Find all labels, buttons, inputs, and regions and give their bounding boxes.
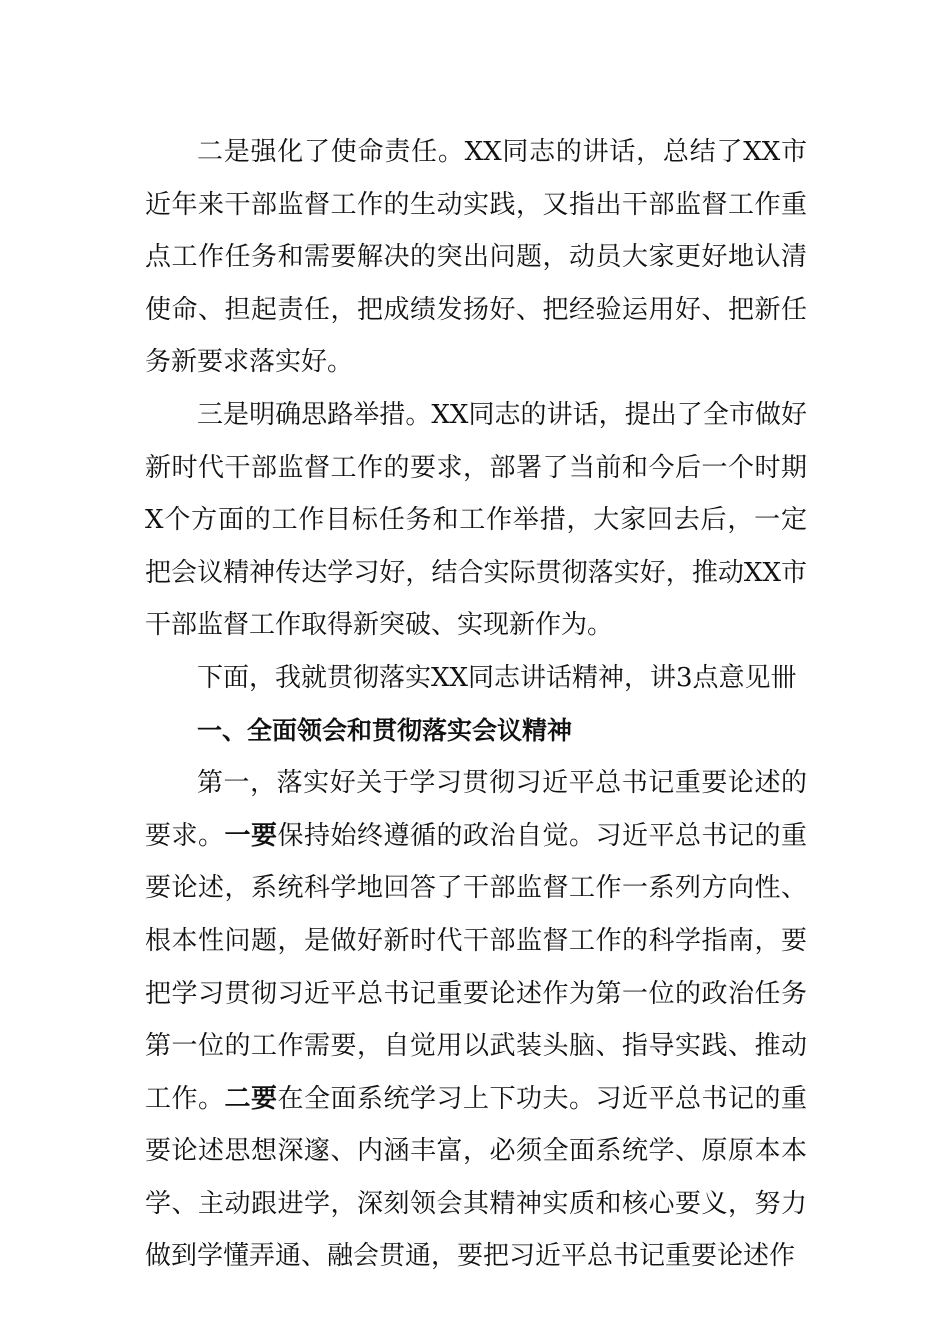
- paragraph-intro-opinions: 下面，我就贯彻落实XX同志讲话精神，讲3点意见卌: [197, 662, 797, 693]
- paragraph-mission-responsibility: 二是强化了使命责任。XX同志的讲话，总结了XX市近年来干部监督工作的生动实践，又指出干部监督工作重点工作任务和需要解决的突出问题，动员大家更好地认清使命、担起责任，把成绩发扬好、把经验运用好、把新任务新要求落实好。: [145, 137, 807, 378]
- bold-marker-first: 一要: [224, 820, 278, 851]
- paragraph-first-point-continued: 在全面系统学习上下功夫。习近平总书记的重要论述思想深邃、内涵丰富，必须全面系统学、原原本本学、主动跟进学，深刻领会其精神实质和核心要义，努力做到学懂弄通、融会贯通，要把习近平总书记重要论述作: [145, 1083, 807, 1272]
- paragraph-first-point: [145, 757, 807, 1283]
- bold-marker-second: 二要: [224, 1083, 278, 1114]
- document-body: [145, 126, 807, 1283]
- paragraph-first-point-body: 保持始终遵循的政治自觉。习近平总书记的重要论述，系统科学地回答了干部监督工作一系列方向性、根本性问题，是做好新时代干部监督工作的科学指南，要把学习贯彻习近平总书记重要论述作为第一位的政治任务第一位的工作需要，自觉用以武装头脑、指导实践、推动工作。: [145, 820, 807, 1114]
- paragraph-ideas-measures: 三是明确思路举措。XX同志的讲话，提出了全市做好新时代干部监督工作的要求，部署了当前和今后一个时期X个方面的工作目标任务和工作举措，大家回去后，一定把会议精神传达学习好，结合实际贯彻落实好，推动XX市干部监督工作取得新突破、实现新作为。: [145, 399, 807, 641]
- section-heading-1: 一、全面领会和贯彻落实会议精神: [197, 715, 573, 745]
- paragraph-first-point-lead: 第一，落实好关于学习贯彻习近平总书记重要论述的要求。: [145, 768, 807, 851]
